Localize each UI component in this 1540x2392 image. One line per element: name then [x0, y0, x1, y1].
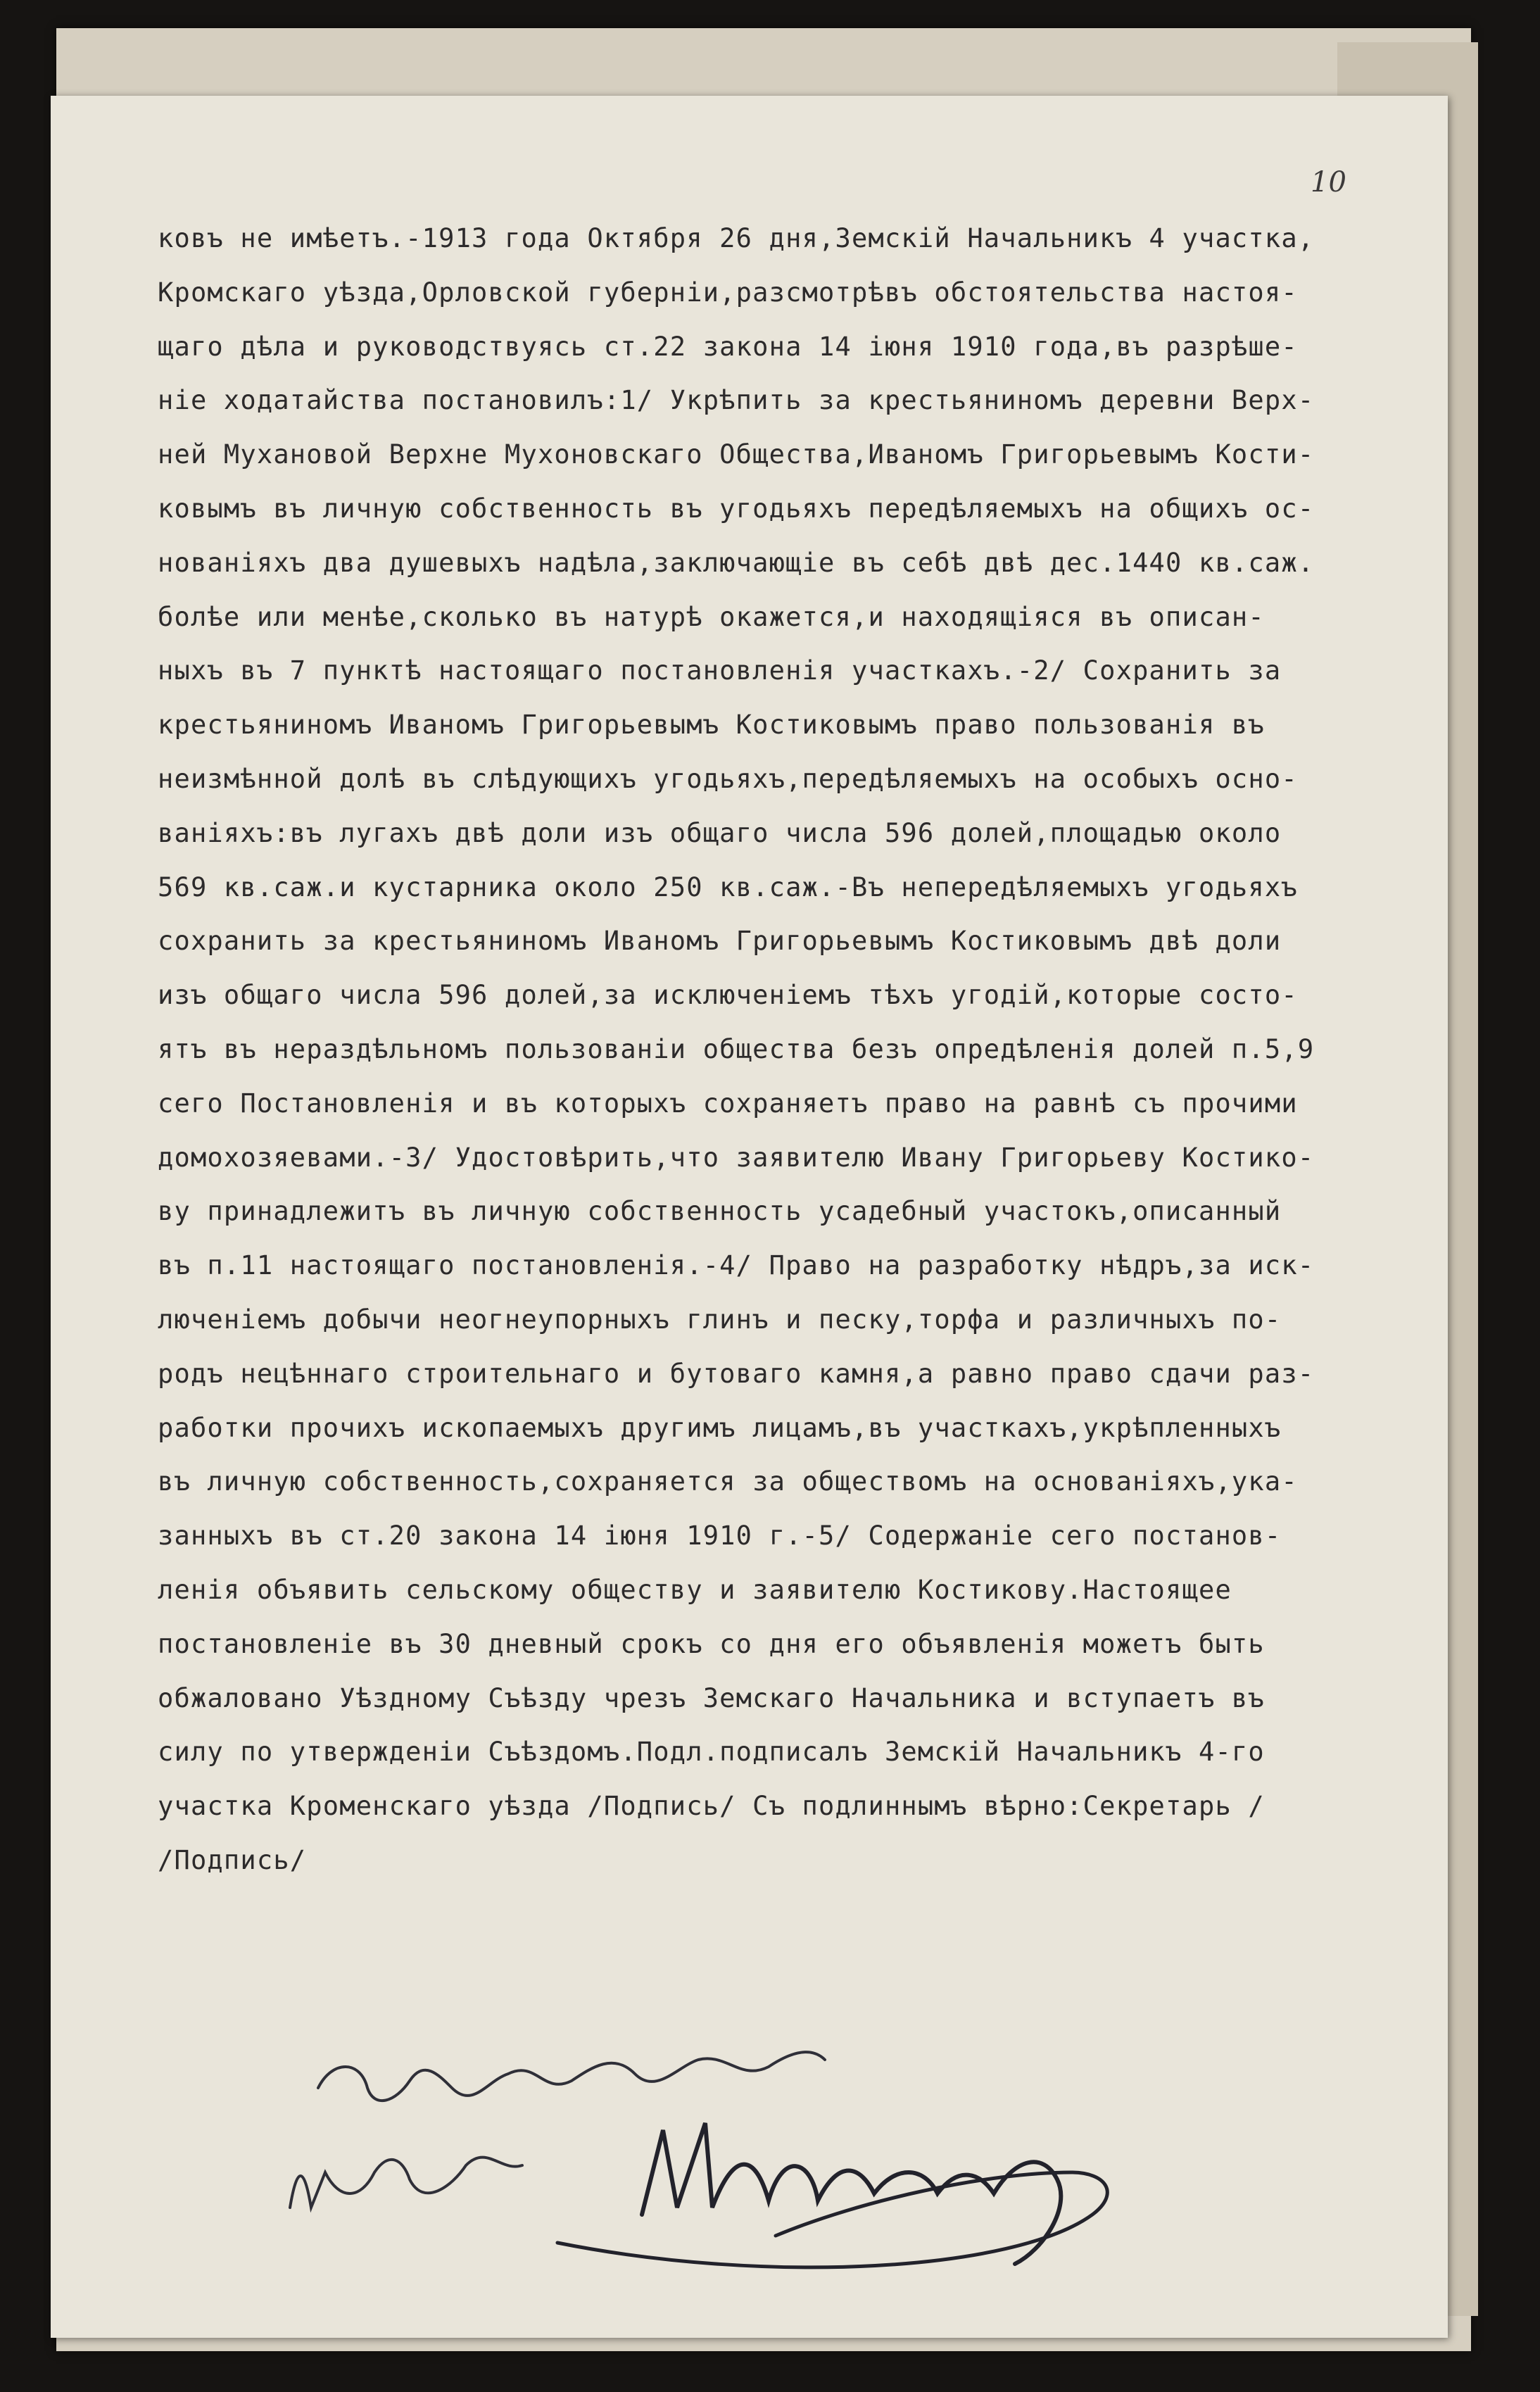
text-line: сего Постановленія и въ которыхъ сохраняетъ право на равнѣ съ прочими: [158, 1088, 1298, 1119]
text-line: /Подпись/: [158, 1844, 307, 1875]
text-line: 569 кв.саж.и кустарника около 250 кв.саж.-Въ непередѣляемыхъ угодьяхъ: [158, 871, 1298, 902]
text-line: занныхъ въ ст.20 закона 14 іюня 1910 г.-5/ Содержаніе сего постанов-: [158, 1521, 1282, 1551]
text-line: ковымъ въ личную собственность въ угодьяхъ передѣляемыхъ на общихъ ос-: [158, 493, 1315, 524]
text-line: Кромскаго уѣзда,Орловской губерніи,разсмотрѣвъ обстоятельства настоя-: [158, 277, 1298, 308]
text-line: ковъ не имѣетъ.-1913 года Октября 26 дня,Земскій Начальникъ 4 участка,: [158, 223, 1315, 253]
signature-flourish: [642, 2123, 1061, 2264]
document-page: [51, 96, 1448, 2338]
signature-image: [262, 1919, 1318, 2355]
text-line: домохозяевами.-3/ Удостовѣрить,что заявителю Ивану Григорьеву Костико-: [158, 1142, 1315, 1173]
text-line: неизмѣнной долѣ въ слѣдующихъ угодьяхъ,передѣляемыхъ на особыхъ осно-: [158, 763, 1298, 794]
handwriting-line-1: [318, 2052, 825, 2101]
text-line: ву принадлежитъ въ личную собственность усадебный участокъ,описанный: [158, 1196, 1282, 1227]
text-line: работки прочихъ ископаемыхъ другимъ лицамъ,въ участкахъ,укрѣпленныхъ: [158, 1412, 1282, 1443]
text-line: въ п.11 настоящаго постановленія.-4/ Право на разработку нѣдръ,за иск-: [158, 1250, 1315, 1281]
text-line: постановленіе въ 30 дневный срокъ со дня его объявленія можетъ быть: [158, 1628, 1265, 1659]
text-line: ятъ въ нераздѣльномъ пользованіи общества безъ опредѣленія долей п.5,9: [158, 1033, 1315, 1064]
signature-underline: [557, 2172, 1107, 2267]
text-line: обжаловано Уѣздному Съѣзду чрезъ Земскаго Начальника и вступаетъ въ: [158, 1682, 1265, 1713]
typed-text-body: [158, 212, 1425, 1888]
text-line: болѣе или менѣе,сколько въ натурѣ окажется,и находящіяся въ описан-: [158, 601, 1265, 632]
text-line: изъ общаго числа 596 долей,за исключеніемъ тѣхъ угодій,которые состо-: [158, 980, 1298, 1011]
handwritten-certification: [262, 1919, 1318, 2355]
text-line: участка Кроменскаго уѣзда /Подпись/ Съ подлиннымъ вѣрно:Секретарь /: [158, 1791, 1265, 1822]
handwriting-line-2: [290, 2158, 522, 2208]
text-line: крестьяниномъ Иваномъ Григорьевымъ Костиковымъ право пользованія въ: [158, 710, 1265, 741]
text-line: ленія объявить сельскому обществу и заявителю Костикову.Настоящее: [158, 1574, 1232, 1605]
text-line: люченіемъ добычи неогнеупорныхъ глинъ и песку,торфа и различныхъ по-: [158, 1304, 1282, 1335]
text-line: сохранить за крестьяниномъ Иваномъ Григорьевымъ Костиковымъ двѣ доли: [158, 926, 1282, 957]
page-number: 10: [1311, 166, 1346, 199]
text-line: въ личную собственность,сохраняется за обществомъ на основаніяхъ,ука-: [158, 1466, 1298, 1497]
text-line: ныхъ въ 7 пунктѣ настоящаго постановленія участкахъ.-2/ Сохранить за: [158, 655, 1282, 686]
text-line: родъ нецѣннаго строительнаго и бутоваго камня,а равно право сдачи раз-: [158, 1358, 1315, 1389]
text-line: ніе ходатайства постановилъ:1/ Укрѣпить за крестьяниномъ деревни Верх-: [158, 385, 1315, 416]
text-line: силу по утвержденіи Съѣздомъ.Подл.подписалъ Земскій Начальникъ 4-го: [158, 1737, 1265, 1768]
text-line: ваніяхъ:въ лугахъ двѣ доли изъ общаго числа 596 долей,площадью около: [158, 817, 1282, 848]
text-line: нованіяхъ два душевыхъ надѣла,заключающіе въ себѣ двѣ дес.1440 кв.саж.: [158, 547, 1315, 578]
text-line: щаго дѣла и руководствуясь ст.22 закона 14 іюня 1910 года,въ разрѣше-: [158, 331, 1298, 362]
text-line: ней Мухановой Верхне Мухоновскаго Общества,Иваномъ Григорьевымъ Кости-: [158, 439, 1315, 470]
